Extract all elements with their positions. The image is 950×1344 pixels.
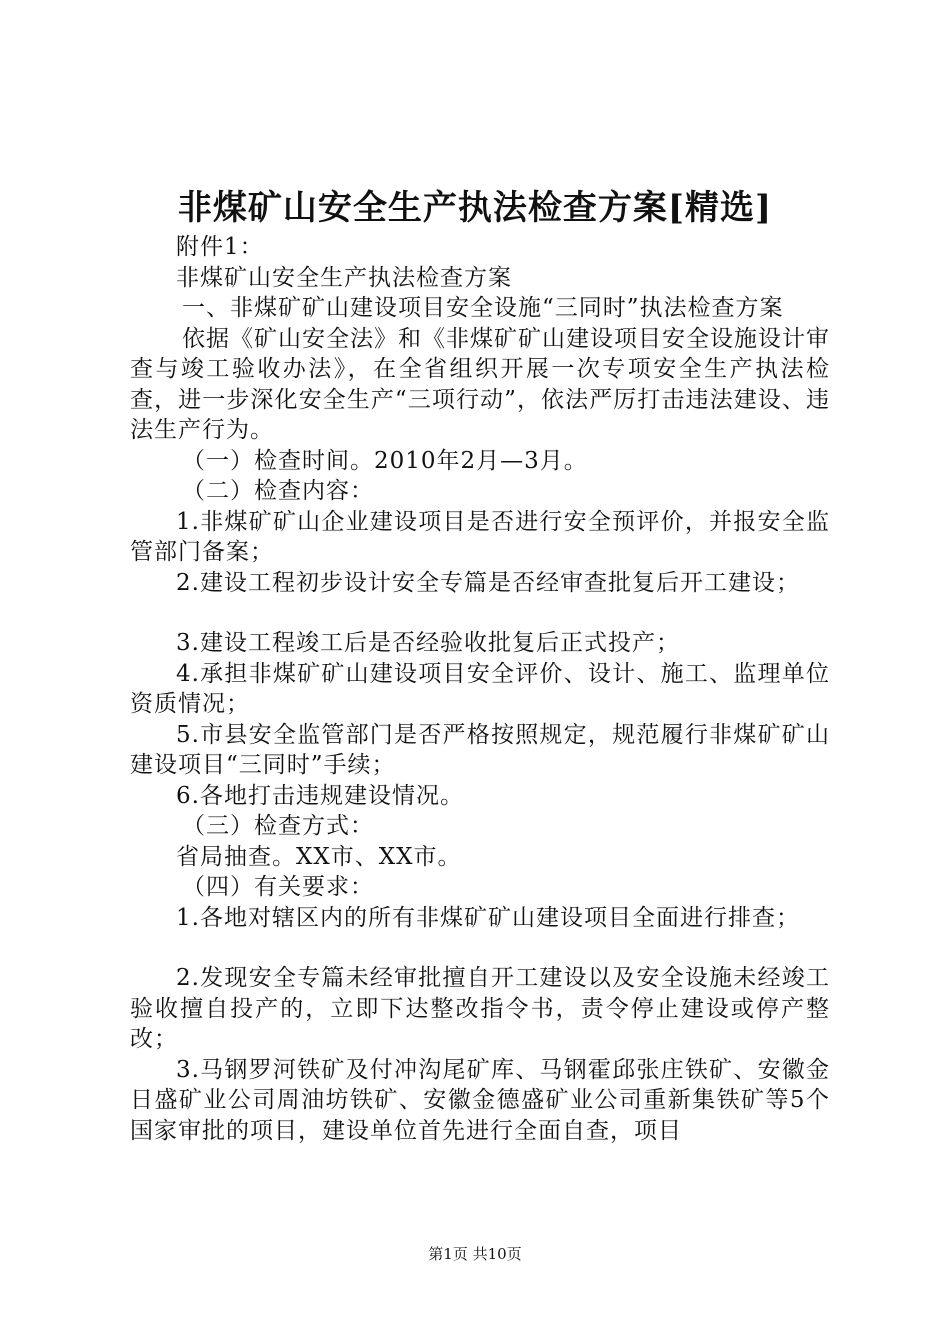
blank-line (130, 933, 830, 963)
paragraph-req-3: 3.马钢罗河铁矿及付冲沟尾矿库、马钢霍邱张庄铁矿、安徽金日盛矿业公司周油坊铁矿、安徽金德盛矿业公司重新集铁矿等5个国家审批的项目，建设单位首先进行全面自查，项目 (130, 1056, 830, 1144)
paragraph-item-3: 3.建设工程竣工后是否经验收批复后正式投产； (176, 630, 680, 656)
paragraph-item-6: 6.各地打击违规建设情况。 (176, 782, 464, 809)
document-title: 非煤矿山安全生产执法检查方案[精选] (177, 188, 773, 228)
paragraph-attachment: 附件1： (176, 234, 264, 260)
paragraph-req-1: 1.各地对辖区内的所有非煤矿矿山建设项目全面进行排查； (176, 904, 800, 931)
page-number: 第1页 共10页 (428, 1245, 522, 1263)
paragraph-check-content: （二）检查内容： (182, 478, 374, 504)
paragraph-section-1: 一、非煤矿矿山建设项目安全设施“三同时”执法检查方案 (182, 295, 784, 321)
paragraph-basis: 依据《矿山安全法》和《非煤矿矿山建设项目安全设施设计审查与竣工验收办法》，在全省组织开展一次专项安全生产执法检查，进一步深化安全生产“三项行动”，依法严厉打击违法建设、违法生产行为。 (130, 325, 830, 443)
paragraph-item-2: 2.建设工程初步设计安全专篇是否经审查批复后开工建设； (176, 569, 800, 596)
paragraph-requirements: （四）有关要求： (182, 874, 374, 900)
document-body (130, 232, 830, 1146)
paragraph-item-5: 5.市县安全监管部门是否严格按照规定，规范履行非煤矿矿山建设项目“三同时”手续； (130, 721, 830, 778)
paragraph-subtitle: 非煤矿山安全生产执法检查方案 (176, 264, 512, 291)
paragraph-method-detail: 省局抽查。XX市、XX市。 (176, 843, 462, 870)
paragraph-item-4: 4.承担非煤矿矿山建设项目安全评价、设计、施工、监理单位资质情况； (130, 660, 830, 717)
blank-line (130, 598, 830, 628)
paragraph-check-method: （三）检查方式： (182, 813, 374, 839)
paragraph-check-time: （一）检查时间。2010年2月—3月。 (182, 447, 588, 474)
paragraph-req-2: 2.发现安全专篇未经审批擅自开工建设以及安全设施未经竣工验收擅自投产的，立即下达整改指令书，责令停止建设或停产整改； (130, 965, 830, 1052)
paragraph-item-1: 1.非煤矿矿山企业建设项目是否进行安全预评价，并报安全监管部门备案； (130, 508, 830, 565)
